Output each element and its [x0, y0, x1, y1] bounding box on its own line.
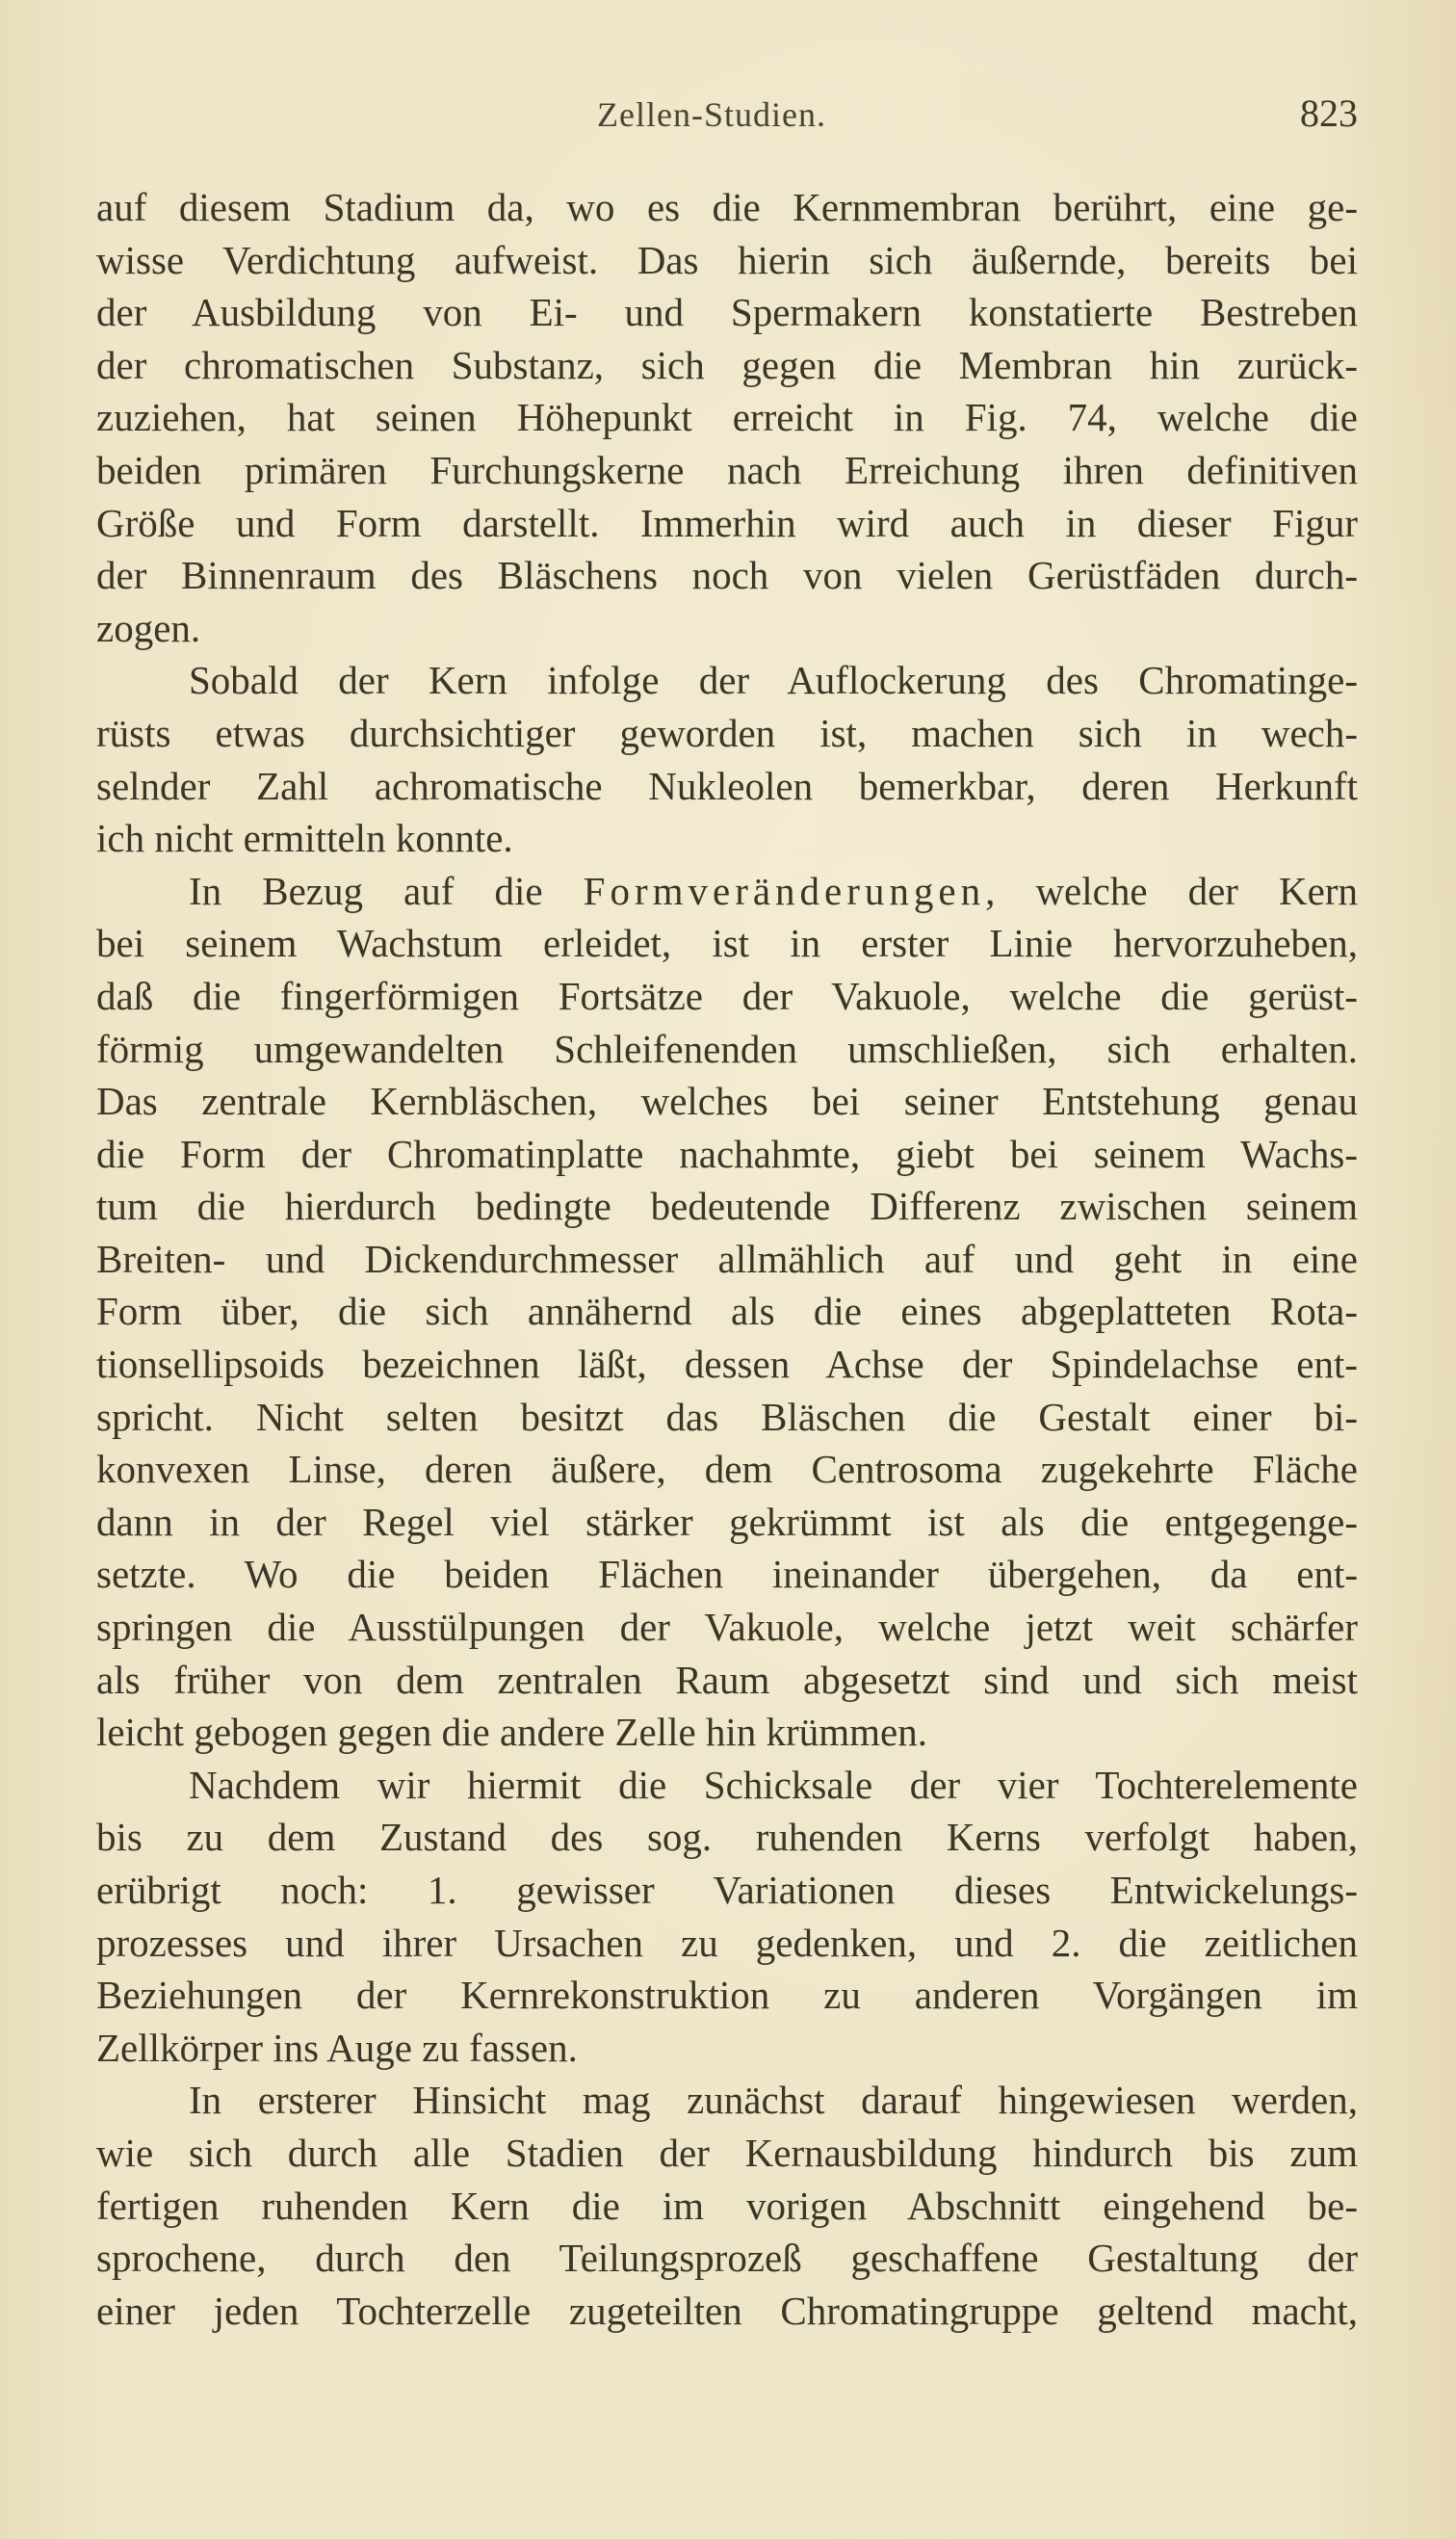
text-line: prozesses und ihrer Ursachen zu gedenken, und 2. die zeitlichen	[96, 1920, 1358, 1965]
text-line: erübrigt noch: 1. gewisser Variationen dieses Entwickelungs-	[96, 1868, 1358, 1912]
text-line: zogen.	[96, 605, 201, 650]
text-line: sprochene, durch den Teilungsprozeß geschaffene Gestaltung der	[96, 2236, 1358, 2281]
body-text	[96, 181, 1358, 2337]
text-line: selnder Zahl achromatische Nukleolen bemerkbar, deren Herkunft	[96, 763, 1358, 808]
text-segment: In Bezug auf die	[189, 868, 584, 913]
text-line: zuziehen, hat seinen Höhepunkt erreicht in Fig. 74, welche die	[96, 395, 1358, 440]
text-line: die Form der Chromatinplatte nachahmte, giebt bei seinem Wachs-	[96, 1131, 1358, 1176]
text-line: der Ausbildung von Ei- und Spermakern konstatierte Bestreben	[96, 290, 1358, 335]
text-line: förmig umgewandelten Schleifenenden umschließen, sich erhalten.	[96, 1026, 1358, 1071]
page-number: 823	[1300, 92, 1358, 135]
text-line: springen die Ausstülpungen der Vakuole, welche jetzt weit schärfer	[96, 1605, 1358, 1650]
text-line: Zellkörper ins Auge zu fassen.	[96, 2025, 578, 2070]
text-line: ich nicht ermitteln konnte.	[96, 816, 513, 861]
text-line: Nachdem wir hiermit die Schicksale der vier Tochterelemente	[189, 1762, 1358, 1807]
running-title: Zellen-Studien.	[597, 95, 826, 134]
text-line: leicht gebogen gegen die andere Zelle hin krümmen.	[96, 1710, 927, 1755]
text-line: Beziehungen der Kernrekonstruktion zu anderen Vorgängen im	[96, 1973, 1358, 2018]
text-line: setzte. Wo die beiden Flächen ineinander übergehen, da ent-	[96, 1552, 1358, 1597]
text-line: In ersterer Hinsicht mag zunächst darauf hingewiesen werden,	[189, 2078, 1358, 2123]
text-line: einer jeden Tochterzelle zugeteilten Chromatingruppe geltend macht,	[96, 2288, 1358, 2333]
text-line: als früher von dem zentralen Raum abgesetzt sind und sich meist	[96, 1657, 1358, 1702]
text-line: auf diesem Stadium da, wo es die Kernmembran berührt, eine ge-	[96, 185, 1358, 229]
text-line: rüsts etwas durchsichtiger geworden ist, machen sich in wech-	[96, 710, 1358, 755]
text-line: fertigen ruhenden Kern die im vorigen Abschnitt eingehend be-	[96, 2183, 1358, 2228]
text-line: Breiten- und Dickendurchmesser allmählich auf und geht in eine	[96, 1236, 1358, 1281]
text-segment: , welche der Kern	[985, 868, 1358, 913]
text-line: der Binnenraum des Bläschens noch von vielen Gerüstfäden durch-	[96, 553, 1358, 598]
text-line: wie sich durch alle Stadien der Kernausbildung hindurch bis zum	[96, 2130, 1358, 2175]
text-line: daß die fingerförmigen Fortsätze der Vakuole, welche die gerüst-	[96, 973, 1358, 1018]
text-line: Form über, die sich annähernd als die eines abgeplatteten Rota-	[96, 1289, 1358, 1334]
text-line: der chromatischen Substanz, sich gegen die Membran hin zurück-	[96, 342, 1358, 387]
text-line: tionsellipsoids bezeichnen läßt, dessen Achse der Spindelachse ent-	[96, 1342, 1358, 1387]
text-line: beiden primären Furchungskerne nach Erreichung ihren definitiven	[96, 447, 1358, 492]
text-line: wisse Verdichtung aufweist. Das hierin sich äußernde, bereits bei	[96, 237, 1358, 282]
text-line: tum die hierdurch bedingte bedeutende Differenz zwischen seinem	[96, 1184, 1358, 1229]
text-line: Das zentrale Kernbläschen, welches bei seiner Entstehung genau	[96, 1079, 1358, 1124]
text-line: Größe und Form darstellt. Immerhin wird auch in dieser Figur	[96, 500, 1358, 545]
text-line: Sobald der Kern infolge der Auflockerung des Chromatinge-	[189, 658, 1358, 703]
text-line-spaced	[96, 865, 1358, 918]
text-line: spricht. Nicht selten besitzt das Bläschen die Gestalt einer bi-	[96, 1394, 1358, 1439]
emphasized-term: Formveränderungen	[583, 868, 986, 913]
text-line: bis zu dem Zustand des sog. ruhenden Kerns verfolgt haben,	[96, 1815, 1358, 1860]
text-line: konvexen Linse, deren äußere, dem Centrosoma zugekehrte Fläche	[96, 1447, 1358, 1492]
text-line: dann in der Regel viel stärker gekrümmt ist als die entgegenge-	[96, 1499, 1358, 1544]
text-line: bei seinem Wachstum erleidet, ist in erster Linie hervorzuheben,	[96, 921, 1358, 966]
page-header	[96, 94, 1358, 152]
